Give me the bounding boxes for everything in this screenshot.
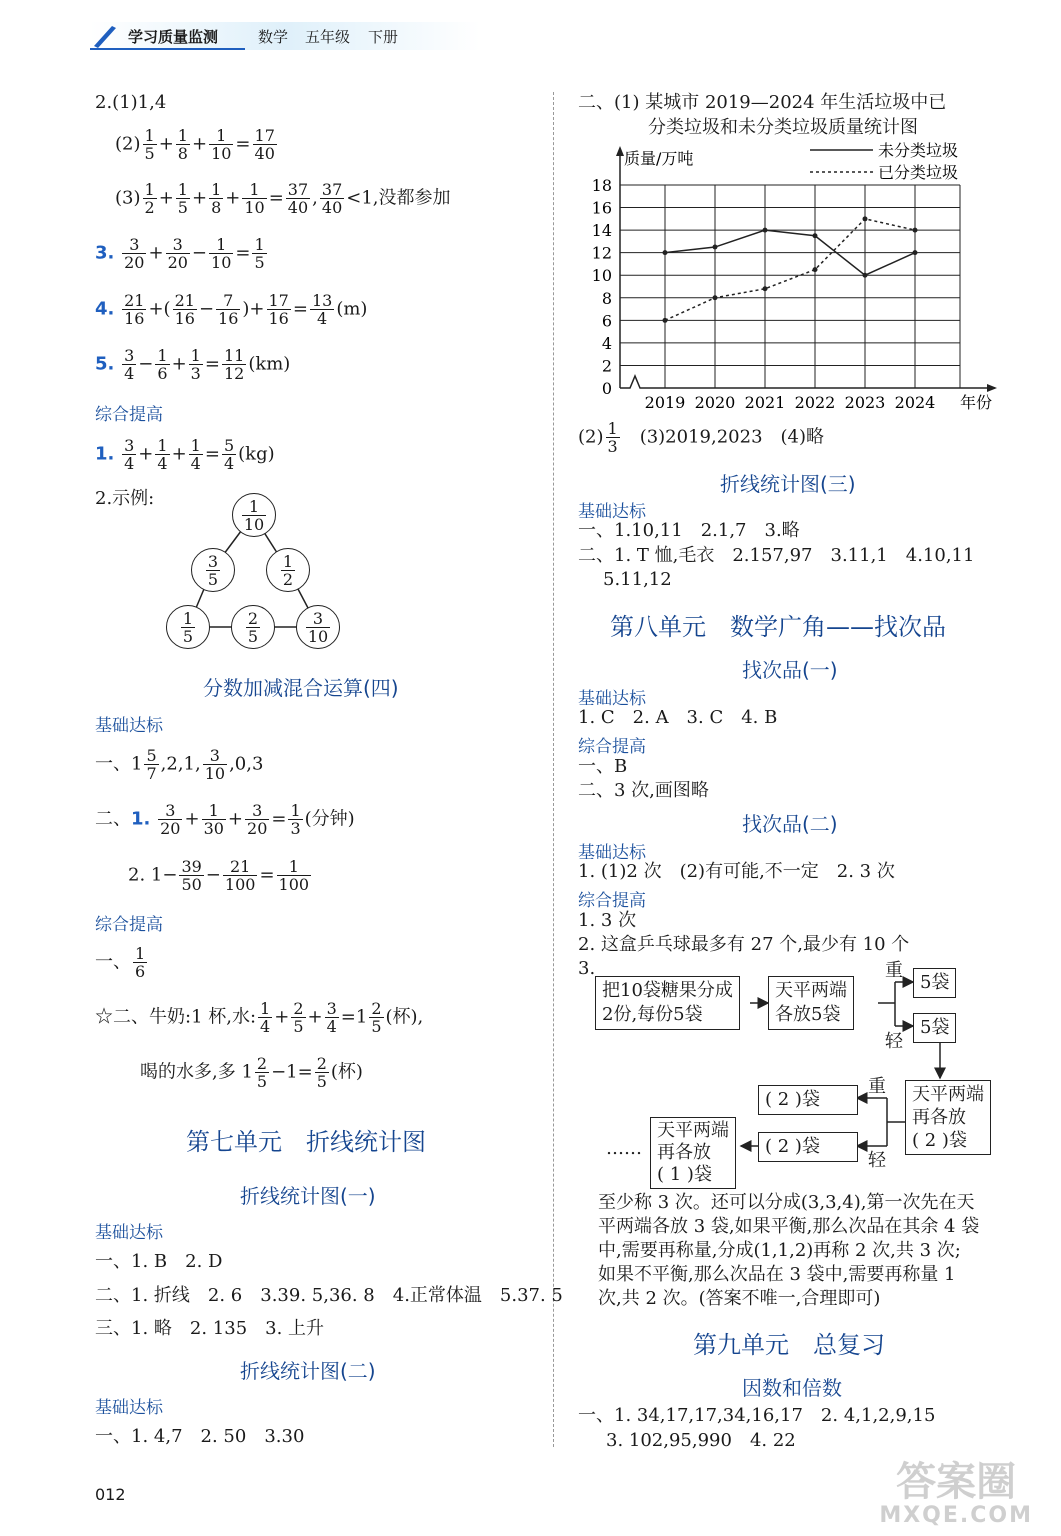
y-tick-label: 0 [601,379,612,398]
para-line4: 如果不平衡,那么次品在 3 袋中,需要再称量 1 [598,1264,956,1285]
circle-top: $\frac{1}{10}$ [232,493,276,537]
flow-box-5b: 5袋 [913,1013,956,1043]
section-zonghe-2: 综合提高 [95,915,163,935]
answer-f2: 一、B [578,756,628,777]
answer-g3: 2. 这盒乒乓球最多有 27 个,最少有 10 个 [578,934,910,955]
answer-d1: 一、1. 4,7 2. 50 3.30 [95,1426,305,1447]
chapter-line2: 折线统计图(二) [240,1359,376,1383]
circle-bottom-right: $\frac{3}{10}$ [296,605,340,649]
para-line2: 平两端各放 3 袋,如果平衡,那么次品在其余 4 袋 [598,1216,980,1237]
y-tick-label: 18 [591,176,612,195]
page-number: 012 [95,1485,126,1504]
column-divider [553,92,555,1447]
brand-title: 学习质量监测 [128,28,219,46]
y-axis-label: 质量/万吨 [624,149,694,168]
chapter-line3: 折线统计图(三) [720,472,856,496]
answer-e1: 一、1.10,11 2.1,7 3.略 [578,520,800,541]
x-tick-label: 2022 [794,393,836,412]
label-light: 轻 [885,1031,903,1052]
label-light-2: 轻 [868,1150,886,1171]
section-zonghe: 综合提高 [95,405,163,425]
flow-box-5a: 5袋 [913,968,956,998]
para-line5: 次,共 2 次。(答案不唯一,合理即可) [598,1288,881,1309]
section-jichu-7: 基础达标 [578,843,646,863]
y-tick-label: 12 [591,243,612,263]
x-tick-label: 2023 [844,393,886,412]
x-tick-label: 2024 [894,393,936,412]
flow-box-weigh2: 天平两端 再各放 ( 2 )袋 [905,1080,991,1155]
flow-box-2a: ( 2 )袋 [758,1085,858,1115]
circle-bottom-mid: $\frac{2}{5}$ [231,605,275,649]
answer-b3: 喝的水多,多 1 $\frac{2}{5}$ −1= $\frac{2}{5}$ (杯) [140,1054,363,1091]
circle-mid-right: $\frac{1}{2}$ [266,548,310,592]
data-point [663,318,668,323]
answer-2-3: (3) $\frac{1}{2}$ + $\frac{1}{5}$ + $\frac{1}{8}$ + $\frac{1}{10}$ = $\frac{37}{40}$ , $\frac{37}{40}$ <1,没都参加 [115,180,451,217]
y-axis-arrow [616,146,624,156]
flow-ellipsis: …… [606,1138,642,1159]
para-line1: 至少称 3 次。还可以分成(3,3,4),第一次先在天 [598,1192,975,1213]
legend-label: 已分类垃圾 [878,163,959,182]
answer-a3: 2. 1− $\frac{39}{50}$ − $\frac{21}{100}$ = $\frac{1}{100}$ [128,857,310,894]
chapter-find2: 找次品(二) [742,812,838,836]
data-point [763,228,768,233]
x-axis [620,376,995,388]
data-point [913,228,918,233]
title-mix4: 分数加减混合运算(四) [203,676,399,700]
data-point [863,273,868,278]
section-jichu-5: 基础达标 [578,502,646,522]
x-tick-label: 2020 [694,393,736,412]
y-tick-label: 4 [601,333,612,353]
section-jichu-6: 基础达标 [578,689,646,709]
answer-b2: ☆二、牛奶:1 杯,水: $\frac{1}{4}$ + $\frac{2}{5}$ + $\frac{3}{4}$ =1 $\frac{2}{5}$ (杯), [95,999,424,1036]
y-tick-label: 6 [601,311,612,331]
section-zonghe-4: 综合提高 [578,891,646,911]
chapter-line1: 折线统计图(一) [240,1184,376,1208]
data-point [813,233,818,238]
volume-label: 下册 [368,28,399,46]
data-point [863,216,868,221]
y-tick-label: 14 [591,221,612,241]
flow-box-split: 把10袋糖果分成 2份,每份5袋 [595,976,740,1030]
y-tick-label: 2 [601,356,612,376]
grade-label: 五年级 [305,28,351,46]
answer-5: 5. $\frac{3}{4}$ − $\frac{1}{6}$ + $\frac{1}{3}$ = $\frac{11}{12}$ (km) [95,346,291,383]
unit-9-title: 第九单元 总复习 [693,1331,885,1359]
data-point [713,295,718,300]
section-jichu: 基础达标 [95,716,163,736]
chart-title: 分类垃圾和未分类垃圾质量统计图 [648,117,918,138]
answer-h2: 3. 102,95,990 4. 22 [606,1430,796,1451]
data-point [813,267,818,272]
data-point [763,286,768,291]
answer-a1: 一、1 $\frac{5}{7}$ ,2,1, $\frac{3}{10}$ ,0,3 [95,746,264,783]
data-point [913,250,918,255]
y-tick-label: 10 [591,266,612,286]
x-axis-arrow [987,384,997,392]
line-chart [575,140,1005,420]
answer-2-2: (2) $\frac{1}{5}$ + $\frac{1}{8}$ + $\frac{1}{10}$ = $\frac{17}{40}$ [115,126,275,163]
flow-box-2b: ( 2 )袋 [758,1132,858,1162]
label-heavy-2: 重 [868,1076,886,1097]
flow-box-weigh1: 天平两端 各放5袋 [768,976,854,1030]
y-tick-label: 8 [601,288,612,308]
data-point [713,245,718,250]
x-axis-label: 年份 [960,393,993,412]
answer-e2: 二、1. T 恤,毛衣 2.157,97 3.11,1 4.10,11 [578,545,975,566]
answer-g4: 3. [578,958,596,979]
answer-h1: 一、1. 34,17,17,34,16,17 2. 4,1,2,9,15 [578,1405,936,1426]
answer-4: 4. $\frac{21}{16}$ +( $\frac{21}{16}$ − $\frac{7}{16}$ )+ $\frac{17}{16}$ = $\frac{13}{4}$ (m) [95,291,368,328]
answer-2-1: 2.(1)1,4 [95,92,167,113]
data-point [663,250,668,255]
unit-7-title: 第七单元 折线统计图 [186,1128,426,1156]
answer-f1: 1. C 2. A 3. C 4. B [578,707,778,728]
answer-z2: 2.示例: [95,488,155,509]
chapter-find1: 找次品(一) [742,658,838,682]
chart-question: 二、(1) 某城市 2019—2024 年生活垃圾中已 [578,92,947,113]
answer-f3: 二、3 次,画图略 [578,780,709,801]
label-heavy: 重 [885,960,903,981]
y-tick-label: 16 [591,198,612,218]
answer-a2: 二、1. $\frac{3}{20}$ + $\frac{1}{30}$ + $\frac{3}{20}$ = $\frac{1}{3}$ (分钟) [95,801,355,838]
circle-mid-left: $\frac{3}{5}$ [191,548,235,592]
answer-c2: 二、1. 折线 2. 6 3.39. 5,36. 8 4.正常体温 5.37. 5 [95,1285,563,1306]
circle-bottom-left: $\frac{1}{5}$ [166,605,210,649]
subject-label: 数学 [258,28,289,46]
section-jichu-3: 基础达标 [95,1223,163,1243]
x-tick-label: 2021 [744,393,786,412]
legend-label: 未分类垃圾 [878,141,959,160]
para-line3: 中,需要再称量,分成(1,1,2)再称 2 次,共 3 次; [598,1240,961,1261]
section-zonghe-3: 综合提高 [578,737,646,757]
answer-e3: 5.11,12 [603,569,672,590]
flow-box-weigh3: 天平两端 再各放 ( 1 )袋 [650,1117,736,1189]
answer-b1: 一、 $\frac{1}{6}$ [95,944,146,981]
chapter-factors: 因数和倍数 [742,1376,842,1400]
unit-8-title: 第八单元 数学广角——找次品 [610,613,946,641]
watermark: 答案圈 MXQE.COM [879,1459,1033,1528]
answer-r2: (2) $\frac{1}{3}$ (3)2019,2023 (4)略 [578,419,825,456]
answer-g1: 1. (1)2 次 (2)有可能,不一定 2. 3 次 [578,861,895,882]
section-jichu-4: 基础达标 [95,1398,163,1418]
answer-c1: 一、1. B 2. D [95,1251,223,1272]
answer-g2: 1. 3 次 [578,910,637,931]
answer-z1: 1. $\frac{3}{4}$ + $\frac{1}{4}$ + $\frac{1}{4}$ = $\frac{5}{4}$ (kg) [95,436,275,473]
answer-c3: 三、1. 略 2. 135 3. 上升 [95,1318,325,1339]
x-tick-label: 2019 [644,393,686,412]
answer-3: 3. $\frac{3}{20}$ + $\frac{3}{20}$ − $\frac{1}{10}$ = $\frac{1}{5}$ [95,235,265,272]
